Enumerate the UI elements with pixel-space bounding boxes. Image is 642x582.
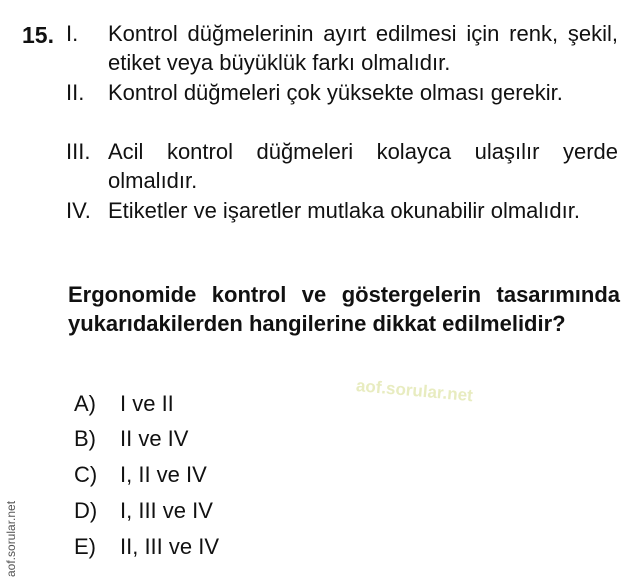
- question-number: 15.: [22, 22, 54, 48]
- option-d[interactable]: [74, 497, 213, 525]
- statement-numeral: II.: [66, 80, 85, 105]
- statement-iv: [66, 196, 618, 225]
- option-letter: E): [74, 534, 96, 559]
- option-letter: B): [74, 426, 96, 451]
- option-letter: C): [74, 462, 98, 487]
- statement-text: Kontrol düğmelerinin ayırt edilmesi için renk, şekil, etiket veya büyüklük farkı olmalıdır.: [108, 21, 618, 75]
- statement-iii: [66, 137, 618, 195]
- question-stem: Ergonomide kontrol ve göstergelerin tasarımında yukarıdakilerden hangilerine dikkat edilmelidir?: [68, 282, 620, 336]
- statement-numeral: I.: [66, 21, 79, 46]
- option-text: I ve II: [120, 391, 174, 416]
- statement-numeral: IV.: [66, 198, 91, 223]
- option-a[interactable]: [74, 390, 174, 418]
- watermark: aof.sorular.net: [355, 376, 474, 406]
- option-text: I, II ve IV: [120, 462, 207, 487]
- option-letter: A): [74, 391, 96, 416]
- option-e[interactable]: [74, 533, 219, 561]
- statement-text: Etiketler ve işaretler mutlaka okunabilir olmalıdır.: [108, 198, 580, 223]
- statement-text: Kontrol düğmeleri çok yüksekte olması gerekir.: [108, 80, 563, 105]
- option-text: II, III ve IV: [120, 534, 220, 559]
- option-b[interactable]: [74, 425, 188, 453]
- option-text: I, III ve IV: [120, 498, 213, 523]
- option-c[interactable]: [74, 461, 207, 489]
- option-letter: D): [74, 498, 98, 523]
- option-text: II ve IV: [120, 426, 189, 451]
- side-watermark: aof.sorular.net: [4, 500, 18, 577]
- statement-numeral: III.: [66, 139, 91, 164]
- statement-text: Acil kontrol düğmeleri kolayca ulaşılır yerde olmalıdır.: [108, 139, 618, 193]
- statement-ii: [66, 78, 618, 107]
- statement-i: [66, 19, 618, 77]
